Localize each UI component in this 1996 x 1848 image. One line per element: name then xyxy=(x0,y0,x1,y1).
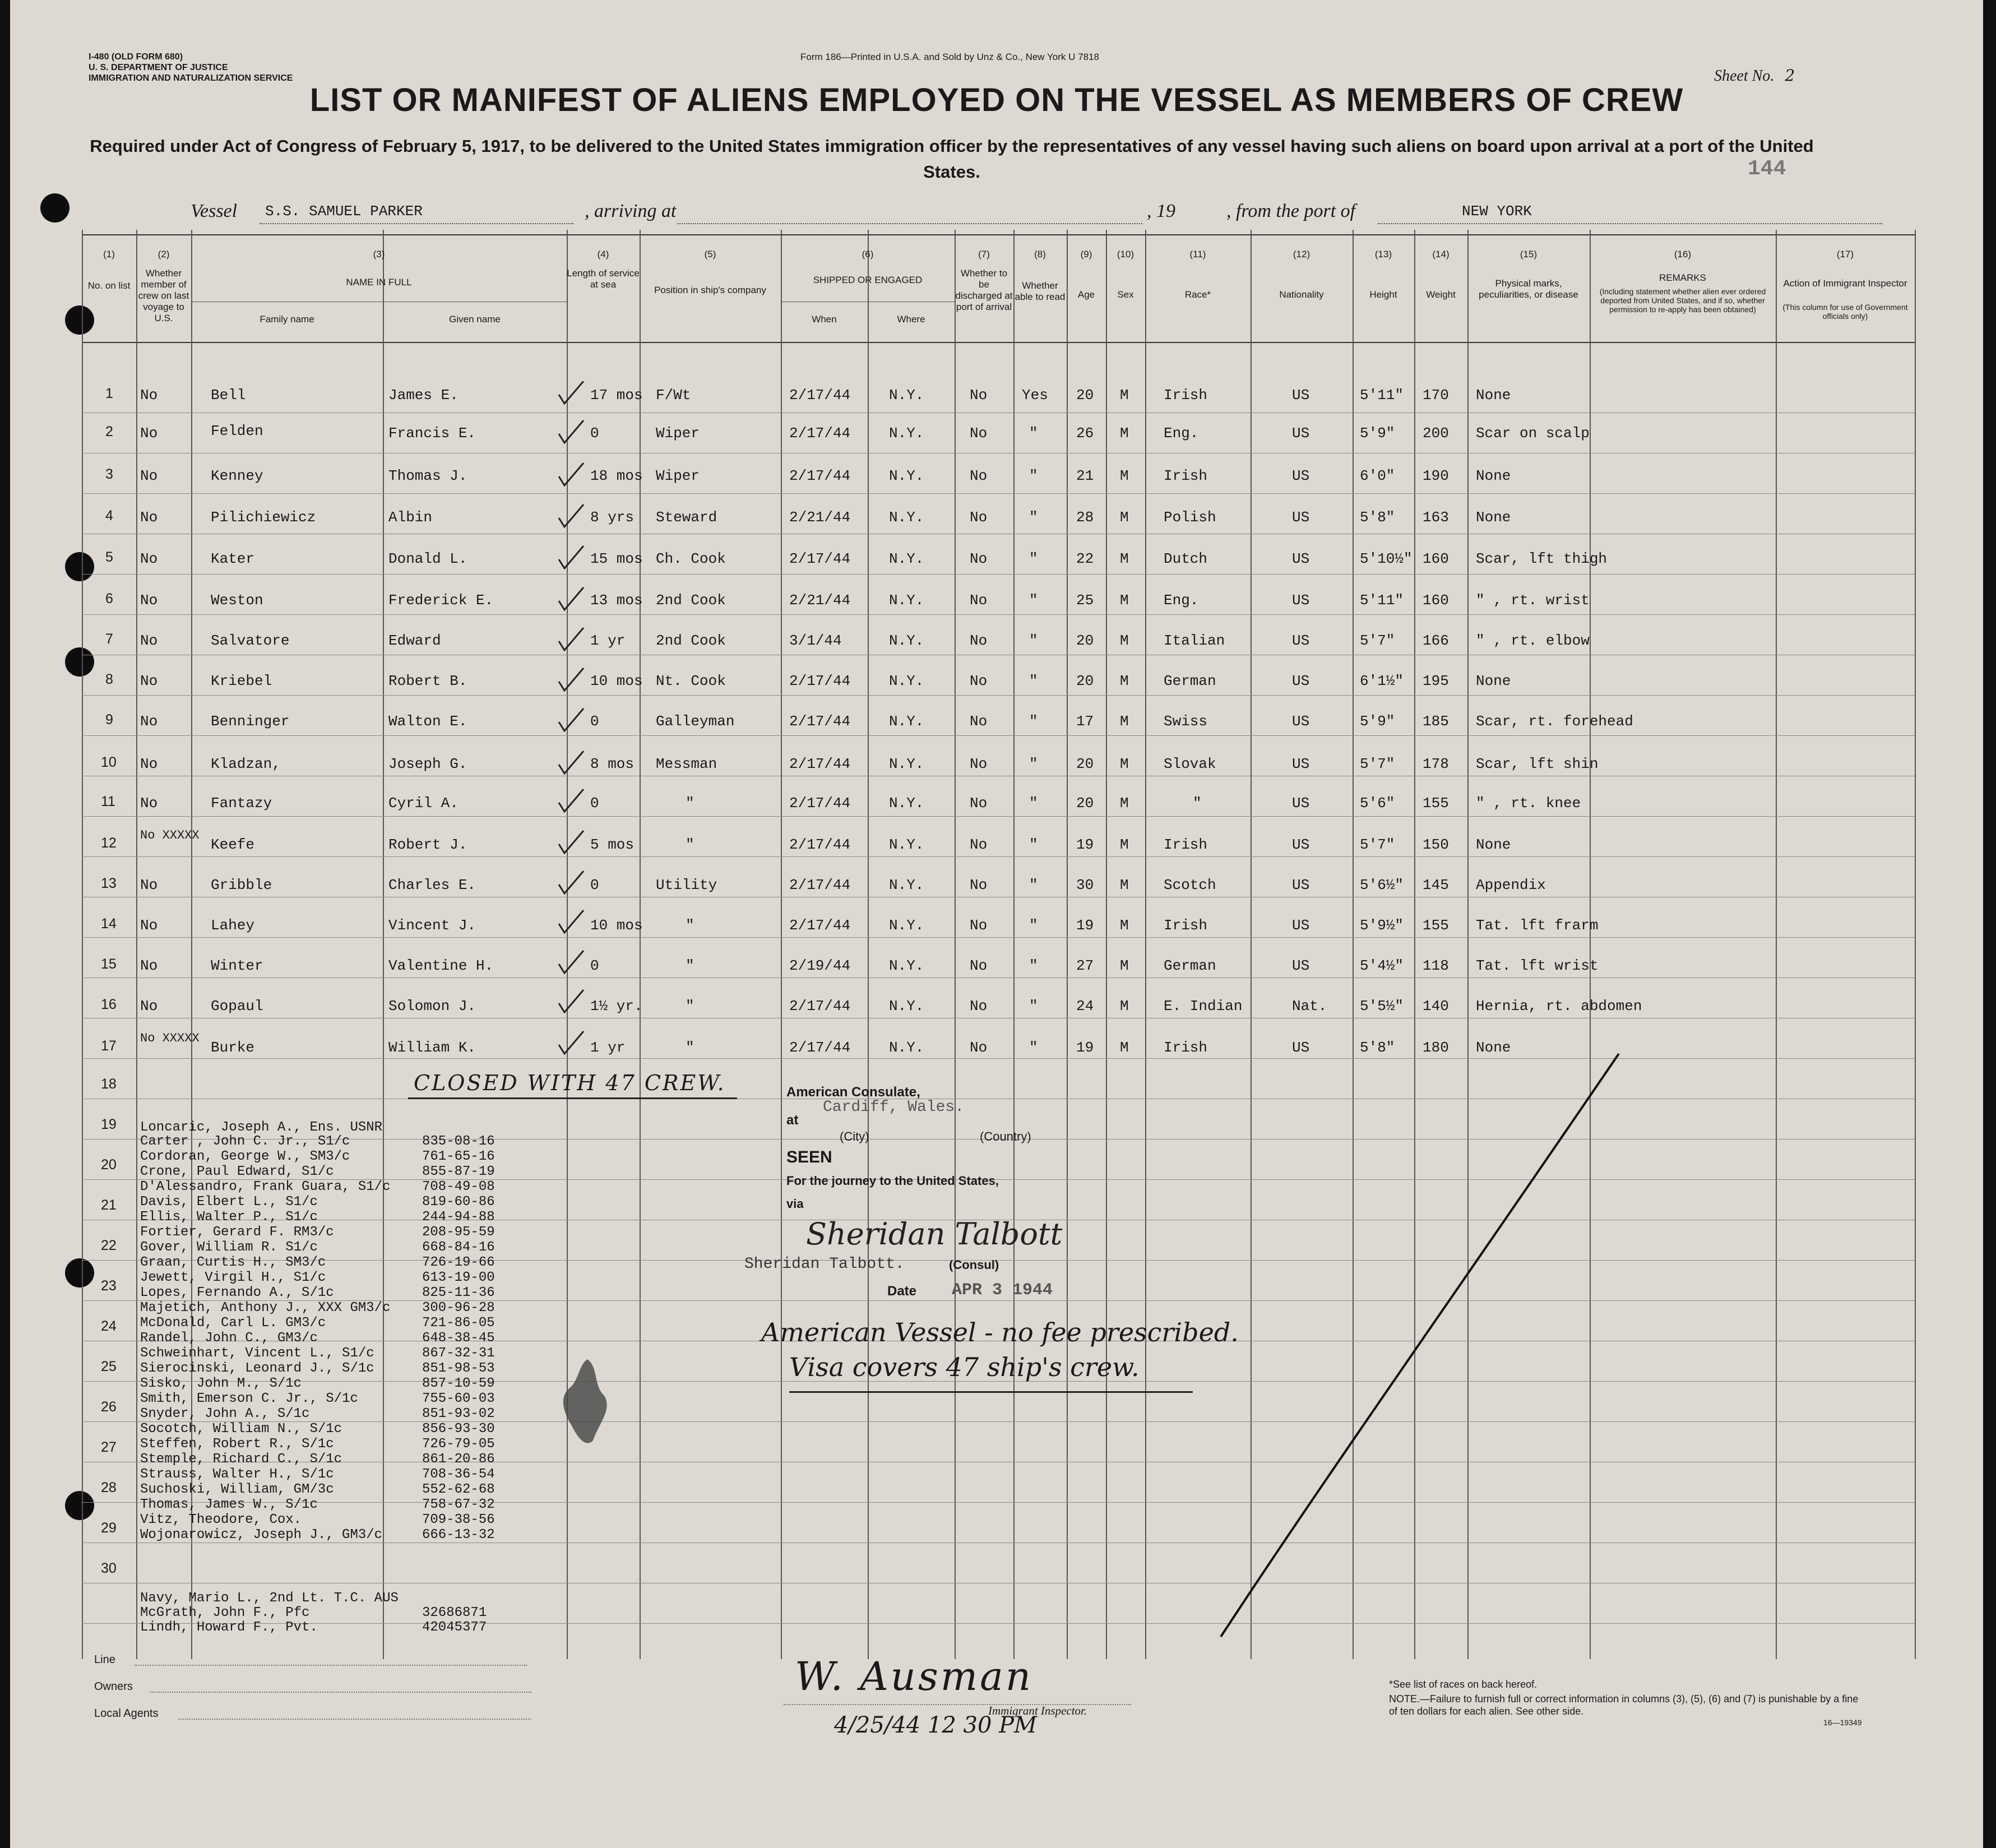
given-name: Albin xyxy=(388,509,433,526)
consulate-stamp: American Consulate, xyxy=(786,1085,920,1100)
given-name: Donald L. xyxy=(388,550,467,567)
col-header-able-to-read: Whether able to read xyxy=(1015,280,1066,302)
punch-hole xyxy=(65,1258,94,1287)
manifest-sheet: I-480 (OLD FORM 680) U. S. DEPARTMENT OF JUSTICE IMMIGRATION AND NATURALIZATION SERVICE Form 186—Printed in U.S.A. and Sold by Unz & Co., New York U 7818 Sheet No. 2 LIST OR MANIFEST OF ALIENS EMPLOYED ON THE VESSEL AS MEMBERS OF CREW Required under Act of Congress of February 5, 1917, to be delivered to the United States immigration officer by the representatives of any vessel having such aliens on board upon arrival at a port of the United States. 144 Vessel S.S. SAMUEL PARKER , arriving at , 19 , from the port of NEW YORK (1) (2) (3) (4) (5) (6) (7) (8) (9) (10) (11) (12) (13) (14) (15) (16) (17) No. on list Whether member of crew on last voyage to U.S. NAME IN FULL Family name Given name Length of service at sea Position in ship's company SHIPPED OR ENGAGED When Where Whether to be discharged at port of arrival Whether able to read Age Sex Race* Nationality Height Weight Physical marks, peculiarities, or disease REMARKS (Including statement whether alien ever ordered deported from United States, and if so, whether permission to re-apply has been obtained) Action of Immigrant Inspector (This column for use of Government officials only) 1 No Bell James E. 17 mos F/Wt 2/17/44 N.Y. No Yes 20 M Irish US 5'11" 170 None 2 No Felden Francis E. 0 Wiper 2/17/44 N.Y. No " 26 M Eng. US 5'9" 200 Scar on scalp 3 No Kenney Thomas J. 18 mos Wiper 2/17/44 N.Y. No " 21 M Irish US 6'0" 190 None 4 No Pilichiewicz Albin 8 yrs Steward 2/21/44 N.Y. No " 28 M Polish US 5'8" 163 None 5 No Kater Donald L. 15 mos Ch. Cook 2/17/44 N.Y. No " 22 M Dutch US 5'10½" 160 Scar, lft thigh 6 No Weston Frederick E. 13 mos 2nd Cook 2/21/44 N.Y. No " 25 M Eng. US 5'11" 160 " , rt. wrist 7 No Salvatore Edward 1 yr 2nd Cook 3/1/44 N.Y. No " 20 M Italian US 5'7" 166 " , rt. elbow 8 No Kriebel Robert B. 10 mos Nt. Cook 2/17/44 N.Y. No " 20 M German US 6'1½" 195 None 9 No Benninger Walton E. 0 Galleyman 2/17/44 N.Y. No " 17 M Swiss US 5'9" 185 Scar, rt. forehead 10 No Kladzan, Joseph G. 8 mos Messman 2/17/44 N.Y. No " 20 M Slovak US 5'7" 178 Scar, lft shin 11 No Fantazy Cyril A. 0 " 2/17/44 N.Y. No " 20 M " US 5'6" 155 " , rt. knee 12 No XXXXX Keefe Robert J. 5 mos " 2/17/44 N.Y. No " 19 M Irish US 5'7" 150 None 13 No Gribble Charles E. 0 Utility 2/17/44 N.Y. No " 30 M Scotch US 5'6½" 145 Appendix 14 No Lahey Vincent J. 10 mos " 2/17/44 N.Y. No " 19 M Irish US 5'9½" 155 Tat. lft frarm 15 No Winter Valentine H. 0 " 2/19/44 N.Y. No " 27 M German US 5'4½" 118 Tat. lft wrist 16 No Gopaul Solomon J. 1½ yr. " 2/17/44 N.Y. No " 24 M E. Indian Nat. 5'5½" 140 Hernia, rt. abdomen 17 No XXXXX Burke William K. 1 yr " 2/17/44 N.Y. No " 19 M Irish US 5'8" 180 None 18 19 20 21 22 23 24 25 26 27 28 29 30 CLOSED WITH 47 CREW. Loncaric, Joseph A., Ens. USNR Carter , John C. Jr., S1/c 835-08-16 Cordoran, George W., SM3/c 761-65-16 Crone, Paul Edward, S1/c 855-87-19 D'Alessandro, Frank Guara, S1/c 708-49-08 Davis, Elbert L., S1/c 819-60-86 Ellis, Walter P., S1/c 244-94-88 Fortier, Gerard F. RM3/c 208-95-59 Gover, William R. S1/c 668-84-16 Graan, Curtis H., SM3/c 726-19-66 Jewett, Virgil H., S1/c 613-19-00 Lopes, Fernando A., S/1c 825-11-36 Majetich, Anthony J., XXX GM3/c 300-96-28 McDonald, Carl L. GM3/c 721-86-05 Randel, John C., GM3/c 648-38-45 Schweinhart, Vincent L., S1/c 867-32-31 Sierocinski, Leonard J., S/1c 851-98-53 Sisko, John M., S/1c 857-10-59 Smith, Emerson C. Jr., S/1c 755-60-03 Snyder, John A., S/1c 851-93-02 Socotch, William N., S/1c 856-93-30 Steffen, Robert R., S/1c 726-79-05 Stemple, Richard C., S/1c 861-20-86 Strauss, Walter H., S/1c 708-36-54 Suchoski, William, GM/3c 552-62-68 Thomas, James W., S/1c 758-67-32 Vitz, Theodore, Cox. 709-38-56 Wojonarowicz, Joseph J., GM3/c 666-13-32 Navy, Mario L., 2nd Lt. T.C. AUS McGrath, John F., Pfc 32686871 Lindh, Howard F., Pvt. 42045377 American Consulate, at Cardiff, Wales. (City) (Country) SEEN For the journey to the United States, via Sheridan Talbott Sheridan Talbott. (Consul) Date APR 3 1944 American Vessel - no fee prescribed. Visa covers 47 ship's crew. Line Owners Local Agents W. Ausman Immigrant Inspector. 4/25/44 12 30 PM *See list of races on back hereof. NOTE.—Failure to furnish full or correct information in columns (3), (5), (6) and (7) is punishable by a fine of ten dollars for each alien. See other side. 16—19349 xyxy=(10,0,1983,1848)
col-header-discharged: Whether to be discharged at port of arrival xyxy=(955,268,1013,312)
checkmark-icon xyxy=(557,381,590,1059)
col-header-service-length: Length of service at sea xyxy=(567,268,640,290)
punch-hole xyxy=(65,552,94,581)
from-port-label: , from the port of xyxy=(1226,201,1356,221)
statute-text: Required under Act of Congress of February 5, 1917, to be delivered to the United States immigration officer by the representatives of any vessel having such aliens on board upon arrival at a port of the United States. xyxy=(90,136,1814,182)
family-name: Kladzan, xyxy=(211,756,281,772)
col-header-no: No. on list xyxy=(87,280,131,291)
col-header-sex: Sex xyxy=(1117,289,1134,300)
inspection-date: 4/25/44 12 30 PM xyxy=(834,1712,1038,1738)
given-name: Charles E. xyxy=(388,877,476,893)
family-name: Kater xyxy=(211,550,255,567)
col-header-shipped: SHIPPED OR ENGAGED xyxy=(813,275,923,285)
col-header-remarks: REMARKS xyxy=(1659,272,1707,283)
family-name: Weston xyxy=(211,592,263,609)
col-header-where: Where xyxy=(897,314,925,325)
given-name: Thomas J. xyxy=(388,467,467,484)
family-name: Fantazy xyxy=(211,795,272,812)
family-name: Felden xyxy=(211,423,263,439)
col-header-given-name: Given name xyxy=(449,314,501,325)
closed-note: CLOSED WITH 47 CREW. xyxy=(408,1071,737,1099)
line-label: Line xyxy=(94,1654,115,1666)
col-header-name: NAME IN FULL xyxy=(346,277,412,288)
col-header-physical-marks: Physical marks, peculiarities, or disease xyxy=(1479,278,1578,300)
family-name: Keefe xyxy=(211,836,255,853)
col-header-family-name: Family name xyxy=(260,314,314,325)
given-name: William K. xyxy=(388,1039,476,1056)
col-header-race: Race* xyxy=(1184,289,1211,300)
family-name: Gopaul xyxy=(211,998,263,1015)
form-id: I-480 (OLD FORM 680) U. S. DEPARTMENT OF JUSTICE IMMIGRATION AND NATURALIZATION SERVICE xyxy=(89,52,293,83)
agents-label: Local Agents xyxy=(94,1707,159,1720)
seal-impression xyxy=(554,1356,615,1452)
family-name: Kriebel xyxy=(211,673,272,689)
punch-hole xyxy=(65,305,94,335)
vessel-label: Vessel xyxy=(191,201,238,221)
given-name: Cyril A. xyxy=(388,795,459,812)
stamp-number: 144 xyxy=(1748,157,1786,181)
given-name: Robert B. xyxy=(388,673,467,689)
given-name: Valentine H. xyxy=(388,957,494,974)
family-name: Kenney xyxy=(211,467,263,484)
inspector-signature: W. Ausman xyxy=(795,1654,1033,1699)
family-name: Gribble xyxy=(211,877,272,893)
cancel-line xyxy=(1215,1048,1630,1642)
visa-note-line-2: Visa covers 47 ship's crew. xyxy=(789,1352,1193,1393)
vessel-name: S.S. SAMUEL PARKER xyxy=(265,203,423,220)
punch-hole xyxy=(65,647,94,677)
consul-signature: Sheridan Talbott xyxy=(806,1216,1063,1252)
col-header-weight: Weight xyxy=(1426,289,1456,300)
penalty-note: NOTE.—Failure to furnish full or correct information in columns (3), (5), (6) and (7) is punishable by a fine of ten dollars for each alien. See other side. xyxy=(1389,1693,1859,1717)
from-port-value: NEW YORK xyxy=(1462,203,1532,220)
given-name: James E. xyxy=(388,387,459,404)
given-name: Vincent J. xyxy=(388,917,476,934)
year-label: , 19 xyxy=(1147,201,1175,221)
punch-hole xyxy=(65,1491,94,1520)
given-name: Joseph G. xyxy=(388,756,467,772)
given-name: Solomon J. xyxy=(388,998,476,1015)
family-name: Winter xyxy=(211,957,263,974)
given-name: Robert J. xyxy=(388,836,467,853)
family-name: Pilichiewicz xyxy=(211,509,316,526)
given-name: Edward xyxy=(388,632,441,649)
page-title: LIST OR MANIFEST OF ALIENS EMPLOYED ON THE VESSEL AS MEMBERS OF CREW xyxy=(309,82,1684,118)
given-name: Francis E. xyxy=(388,425,476,442)
col-header-action: Action of Immigrant Inspector xyxy=(1783,278,1907,289)
punch-hole xyxy=(40,193,70,223)
owners-label: Owners xyxy=(94,1680,133,1693)
given-name: Frederick E. xyxy=(388,592,494,609)
family-name: Burke xyxy=(211,1039,255,1056)
col-header-position: Position in ship's company xyxy=(654,285,766,295)
print-code: 16—19349 xyxy=(1823,1718,1862,1727)
visa-note-line-1: American Vessel - no fee prescribed. xyxy=(761,1317,1239,1347)
given-name: Walton E. xyxy=(388,713,467,730)
printer-line: Form 186—Printed in U.S.A. and Sold by Unz & Co., New York U 7818 xyxy=(800,52,1099,62)
family-name: Lahey xyxy=(211,917,255,934)
family-name: Bell xyxy=(211,387,246,404)
race-note: *See list of races on back hereof. xyxy=(1389,1679,1537,1690)
arriving-label: , arriving at xyxy=(585,201,677,221)
sheet-number-label: Sheet No. 2 xyxy=(1714,66,1795,85)
col-header-when: When xyxy=(812,314,837,325)
family-name: Benninger xyxy=(211,713,290,730)
col-header-prior-voyage: Whether member of crew on last voyage to U.S. xyxy=(138,268,189,323)
inspector-label: Immigrant Inspector. xyxy=(988,1704,1087,1717)
family-name: Salvatore xyxy=(211,632,290,649)
col-header-nationality: Nationality xyxy=(1279,289,1324,300)
col-header-height: Height xyxy=(1369,289,1397,300)
col-header-age: Age xyxy=(1077,289,1095,300)
